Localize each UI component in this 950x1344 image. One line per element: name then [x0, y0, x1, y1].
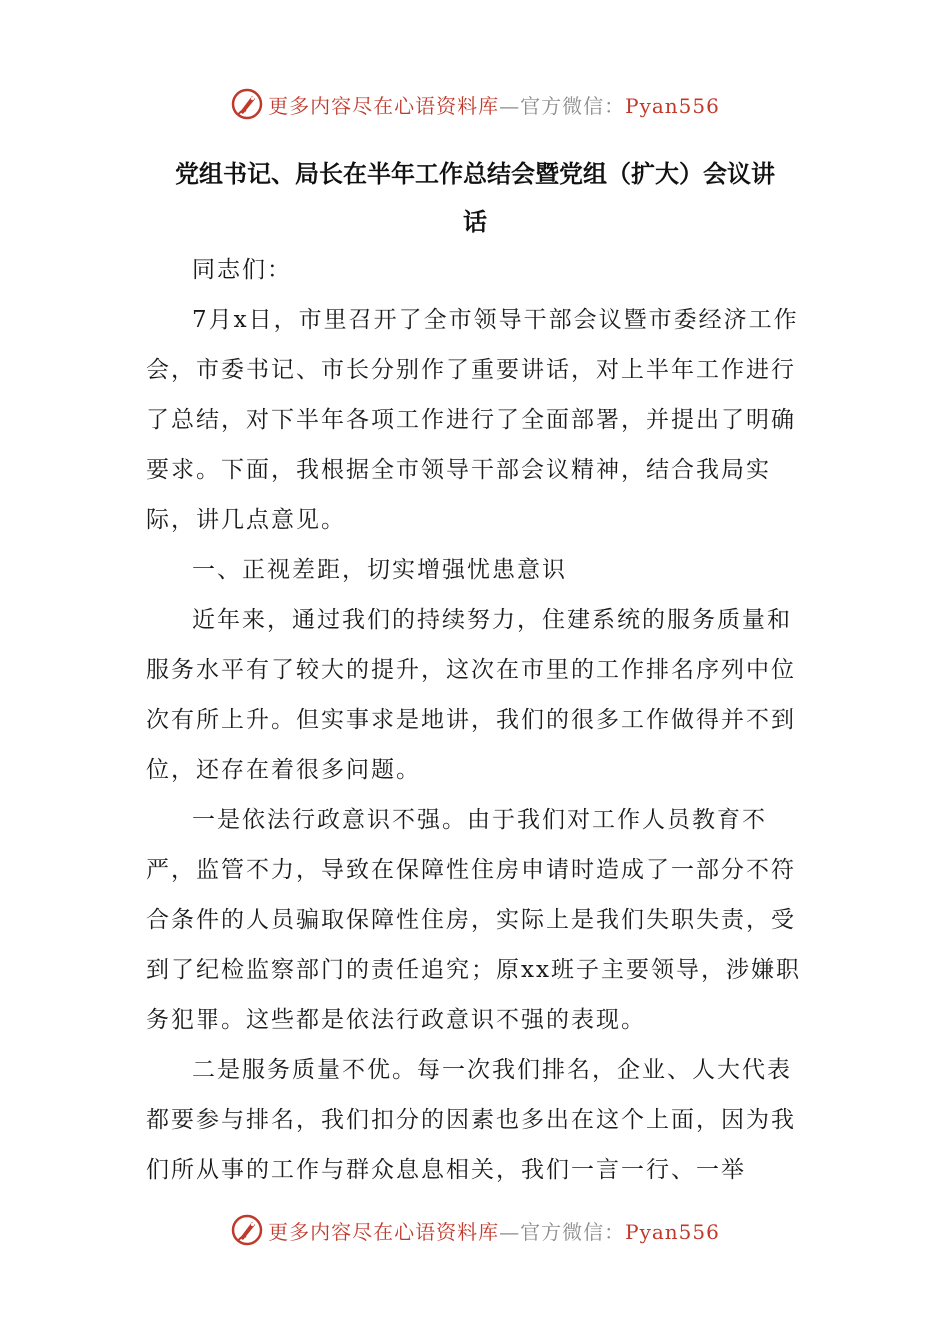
footer-promo-main: 更多内容尽在心语资料库 [268, 1219, 500, 1244]
header-promo-sep: — [499, 93, 521, 118]
body-paragraph: 近年来，通过我们的持续努力，住建系统的服务质量和服务水平有了较大的提升，这次在市里的工作排名序列中位次有所上升。但实事求是地讲，我们的很多工作做得并不到位，还存在着很多问题。 [146, 607, 796, 783]
header-promo-main: 更多内容尽在心语资料库 [268, 93, 500, 118]
pen-nib-logo-icon [230, 1213, 264, 1247]
header-banner [0, 82, 950, 126]
header-promo-id: Pyan556 [625, 93, 720, 118]
document-body [146, 245, 816, 1195]
header-promo-official: 官方微信： [520, 93, 626, 118]
section-heading: 一、正视差距，切实增强忧患意识 [192, 557, 567, 583]
header-promo-text [268, 90, 720, 119]
footer-promo-text [268, 1216, 720, 1245]
footer-promo-sep: — [499, 1219, 521, 1244]
body-paragraph: 7月x日，市里召开了全市领导干部会议暨市委经济工作会，市委书记、市长分别作了重要讲话，对上半年工作进行了总结，对下半年各项工作进行了全面部署，并提出了明确要求。下面，我根据全市领导干部会议精神，结合我局实际，讲几点意见。 [146, 307, 799, 533]
footer-banner [0, 1208, 950, 1252]
title-line-1: 党组书记、局长在半年工作总结会暨党组（扩大）会议讲 [175, 160, 775, 188]
pen-nib-logo-icon [230, 87, 264, 121]
body-paragraph: 一是依法行政意识不强。由于我们对工作人员教育不严，监管不力，导致在保障性住房申请时造成了一部分不符合条件的人员骗取保障性住房，实际上是我们失职失责，受到了纪检监察部门的责任追究；原xx班子主要领导，涉嫌职务犯罪。这些都是依法行政意识不强的表现。 [146, 807, 801, 1033]
salutation: 同志们： [192, 257, 292, 283]
footer-promo-id: Pyan556 [625, 1219, 720, 1244]
title-line-2: 话 [463, 208, 487, 236]
footer-promo-official: 官方微信： [520, 1219, 626, 1244]
document-title [140, 150, 810, 246]
body-paragraph: 二是服务质量不优。每一次我们排名，企业、人大代表都要参与排名，我们扣分的因素也多出在这个上面，因为我们所从事的工作与群众息息相关，我们一言一行、一举 [146, 1057, 796, 1183]
